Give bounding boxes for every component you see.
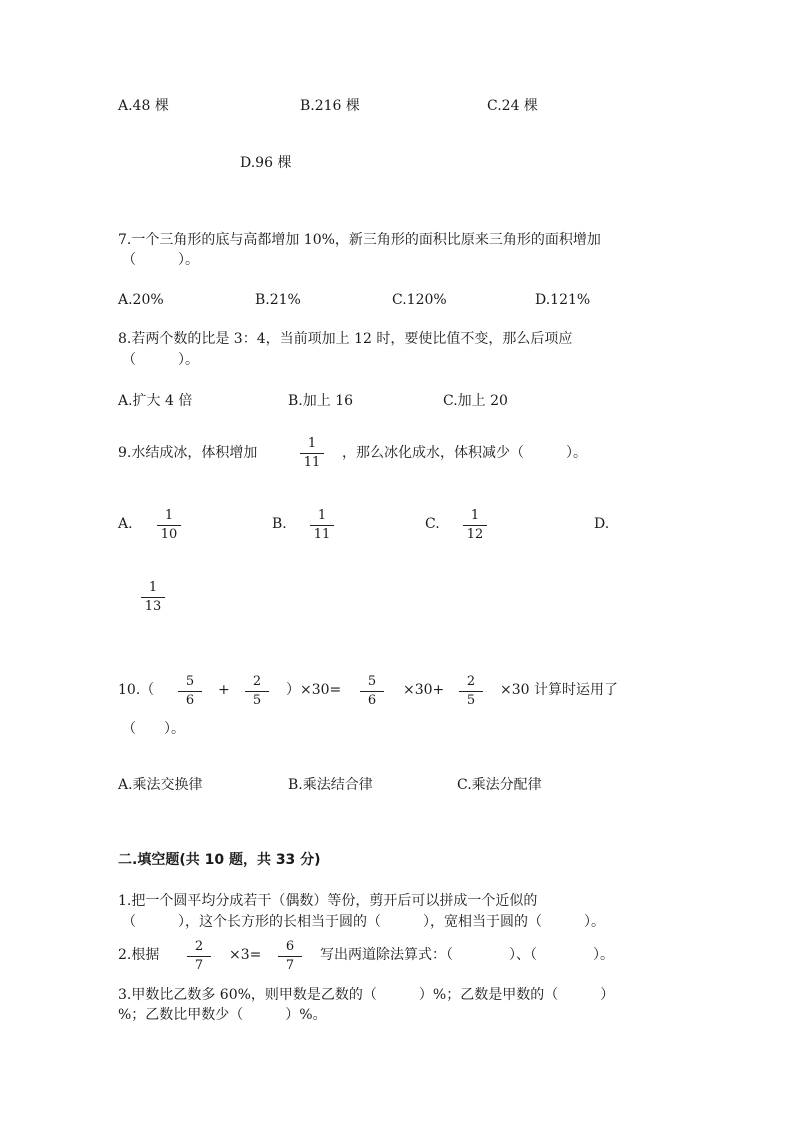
q9-option-c-fraction xyxy=(461,508,489,543)
denominator: 11 xyxy=(313,527,331,542)
numerator: 5 xyxy=(185,674,195,689)
q8-stem-line1: 8.若两个数的比是 3：4，当前项加上 12 时，要使比值不变，那么后项应 xyxy=(118,331,573,347)
numerator: 5 xyxy=(367,674,377,689)
denominator: 10 xyxy=(160,527,178,542)
q10-option-b: B.乘法结合律 xyxy=(288,777,373,793)
q10-fraction-2 xyxy=(243,674,271,709)
q10-fraction-1 xyxy=(176,674,204,709)
q10-option-a: A.乘法交换律 xyxy=(118,777,203,793)
fill-2-suffix: 写出两道除法算式：（ ）、（ ）。 xyxy=(320,947,614,963)
fraction-bar xyxy=(178,691,202,692)
q9-stem-prefix: 9.水结成冰，体积增加 xyxy=(118,445,258,461)
denominator: 5 xyxy=(466,693,476,708)
numerator: 2 xyxy=(194,939,204,954)
fill-3-line1: 3.甲数比乙数多 60%，则甲数是乙数的（ ）%；乙数是甲数的（ ） xyxy=(118,987,615,1003)
q9-option-b-label: B. xyxy=(272,516,287,532)
q7-option-d: D.121% xyxy=(535,292,591,308)
fill-2-prefix: 2.根据 xyxy=(118,947,160,963)
q9-fraction xyxy=(298,436,326,471)
q10-stem-line2: （ ）。 xyxy=(122,721,185,737)
fraction-bar xyxy=(310,525,334,526)
q9-option-a-label: A. xyxy=(118,516,133,532)
numerator: 1 xyxy=(470,508,480,523)
section-heading: 二.填空题(共 10 题，共 33 分) xyxy=(118,852,321,868)
fill-2-fraction-1 xyxy=(185,939,213,974)
q10-option-c: C.乘法分配律 xyxy=(457,777,542,793)
q10-fraction-3 xyxy=(358,674,386,709)
numerator: 2 xyxy=(466,674,476,689)
fraction-bar xyxy=(300,453,324,454)
q8-stem-line2: （ ）。 xyxy=(122,352,199,368)
q9-option-d-label: D. xyxy=(594,516,610,532)
q9-option-b-fraction xyxy=(308,508,336,543)
denominator: 6 xyxy=(367,693,377,708)
q9-option-c-label: C. xyxy=(425,516,440,532)
q7-stem-line2: （ ）。 xyxy=(122,252,199,268)
q10-mid: ）×30= xyxy=(286,682,342,698)
denominator: 12 xyxy=(466,527,484,542)
q8-option-c: C.加上 20 xyxy=(443,393,508,409)
q9-stem-suffix: ，那么冰化成水，体积减少（ ）。 xyxy=(342,445,587,461)
q6-option-d: D.96 棵 xyxy=(240,155,292,171)
q7-option-c: C.120% xyxy=(392,292,447,308)
q10-stem-prefix: 10.（ xyxy=(118,682,155,698)
q6-option-a: A.48 棵 xyxy=(118,98,169,114)
fraction-bar xyxy=(141,597,165,598)
q10-fraction-4 xyxy=(457,674,485,709)
q8-option-b: B.加上 16 xyxy=(288,393,354,409)
fraction-bar xyxy=(463,525,487,526)
denominator: 7 xyxy=(285,958,295,973)
q8-option-a: A.扩大 4 倍 xyxy=(118,393,193,409)
numerator: 1 xyxy=(317,508,327,523)
fraction-bar xyxy=(278,956,302,957)
q10-stem-suffix: ×30 计算时运用了 xyxy=(500,682,618,698)
fill-3-line2: %；乙数比甲数少（ ）%。 xyxy=(118,1007,327,1023)
fraction-bar xyxy=(157,525,181,526)
fraction-bar xyxy=(459,691,483,692)
fill-1-line2: （ ），这个长方形的长相当于圆的（ ），宽相当于圆的（ ）。 xyxy=(122,914,605,930)
denominator: 6 xyxy=(185,693,195,708)
q7-option-b: B.21% xyxy=(255,292,301,308)
numerator: 6 xyxy=(285,939,295,954)
fraction-bar xyxy=(360,691,384,692)
numerator: 1 xyxy=(164,508,174,523)
fill-2-fraction-2 xyxy=(276,939,304,974)
q9-option-a-fraction xyxy=(155,508,183,543)
numerator: 2 xyxy=(252,674,262,689)
q6-option-b: B.216 棵 xyxy=(300,98,360,114)
q7-stem-line1: 7.一个三角形的底与高都增加 10%，新三角形的面积比原来三角形的面积增加 xyxy=(118,232,601,248)
q9-fraction-numerator: 1 xyxy=(307,436,317,451)
q9-fraction-denominator: 11 xyxy=(303,455,321,470)
numerator: 1 xyxy=(148,580,158,595)
fill-2-mid: ×3= xyxy=(229,947,262,963)
denominator: 7 xyxy=(194,958,204,973)
q7-option-a: A.20% xyxy=(118,292,164,308)
denominator: 5 xyxy=(252,693,262,708)
q10-mid2: ×30+ xyxy=(403,682,445,698)
denominator: 13 xyxy=(144,599,162,614)
q6-option-c: C.24 棵 xyxy=(487,98,538,114)
q9-option-d-fraction xyxy=(139,580,167,615)
fraction-bar xyxy=(245,691,269,692)
q10-plus: + xyxy=(218,682,230,698)
fraction-bar xyxy=(187,956,211,957)
fill-1-line1: 1.把一个圆平均分成若干（偶数）等份，剪开后可以拼成一个近似的 xyxy=(118,893,538,909)
